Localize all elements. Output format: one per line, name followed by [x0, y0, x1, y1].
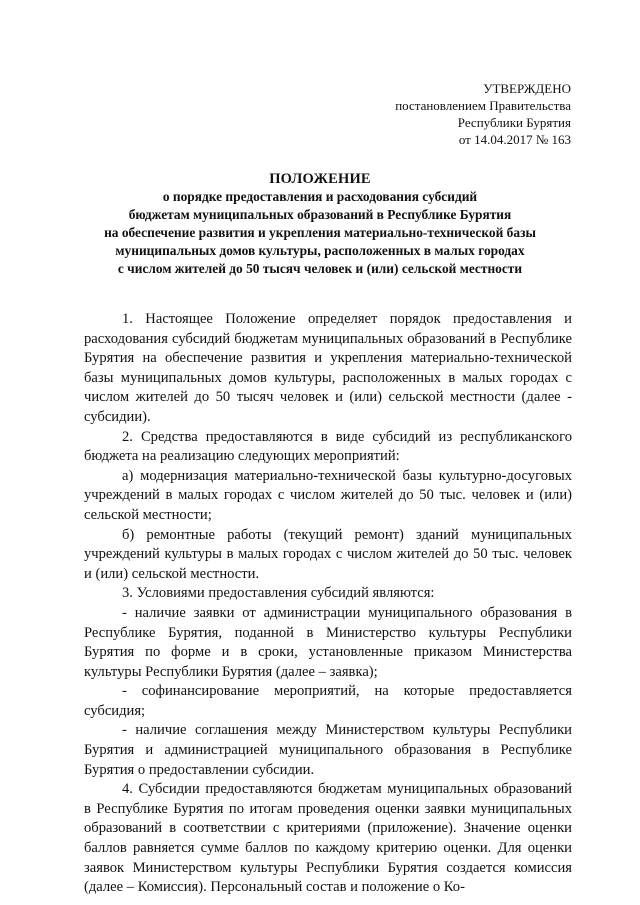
- paragraph: 3. Условиями предоставления субсидий являются:: [122, 585, 435, 602]
- paragraph: 2. Средства предоставляются в виде субсидий из республиканского бюджета на реализацию следующих мероприятий:: [84, 428, 572, 465]
- heading-line-3: на обеспечение развития и укрепления материально-технической базы: [104, 225, 536, 240]
- heading-line-2: бюджетам муниципальных образований в Республике Бурятия: [128, 207, 512, 222]
- paragraph: б) ремонтные работы (текущий ремонт) зданий муниципальных учреждений культуры в малых городах с числом жителей до 50 тыс. человек и (или) сельской местности.: [84, 526, 572, 582]
- paragraph: - софинансирование мероприятий, на которые предоставляется субсидия;: [84, 683, 572, 719]
- paragraph: 4. Субсидии предоставляются бюджетам муниципальных образований в Республике Бурятия по итогам проведения оценки заявки муниципальных образований в соответствии с критериями (приложение). Значение оценки баллов равняется сумме баллов по каждому критерию оценки. Для оценки заявок Министерством культуры Республики Бурятия создается комиссия (далее – Комиссия). Персональный состав и положение о Ко-: [84, 781, 572, 896]
- paragraph: а) модернизация материально-технической базы культурно-досуговых учреждений в малых городах с числом жителей до 50 тыс. человек и (или) сельской местности;: [84, 467, 572, 523]
- approval-line-1: УТВЕРЖДЕНО: [483, 81, 571, 96]
- approval-line-2: постановлением Правительства: [395, 98, 571, 113]
- paragraph: - наличие заявки от администрации муниципального образования в Республике Бурятия, поданной в Министерство культуры Республики Бурятия по форме и в сроки, установленные приказом Министерства культуры Республики Бурятия (далее – заявка);: [84, 604, 572, 680]
- heading-line-4: муниципальных домов культуры, расположенных в малых городах: [115, 243, 525, 258]
- heading-line-5: с числом жителей до 50 тысяч человек и (или) сельской местности: [117, 261, 523, 276]
- paragraph: 1. Настоящее Положение определяет порядок предоставления и расходования субсидий бюджетам муниципальных образований в Республике Бурятия на обеспечение развития и укрепления материально-технической базы муниципальных домов культуры, расположенных в малых городах с числом жителей до 50 тысяч человек и (или) сельской местности (далее - субсидии).: [84, 311, 572, 425]
- document-heading: [60, 170, 580, 278]
- paragraph: - наличие соглашения между Министерством культуры Республики Бурятия и администрацией муниципального образования в Республике Бурятия о предоставлении субсидии.: [84, 722, 572, 778]
- approval-line-4: от 14.04.2017 № 163: [458, 132, 571, 147]
- document-title: ПОЛОЖЕНИЕ: [269, 171, 371, 187]
- heading-line-1: о порядке предоставления и расходования субсидий: [162, 189, 478, 204]
- approval-stamp: [395, 80, 571, 148]
- document-body: [84, 310, 572, 898]
- approval-line-3: Республики Бурятия: [457, 115, 571, 130]
